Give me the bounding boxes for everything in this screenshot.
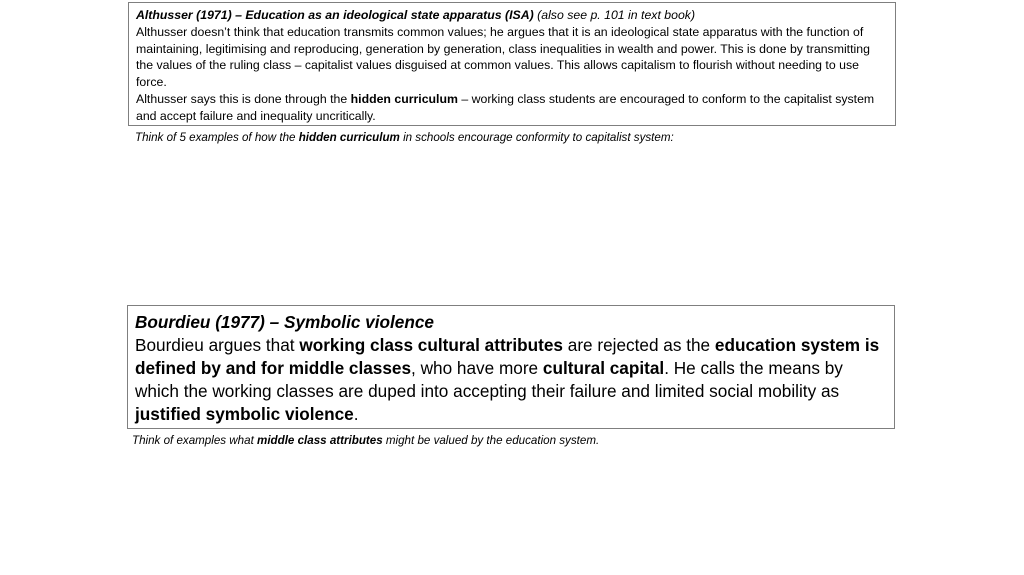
middle-class-attributes-prompt bbox=[132, 434, 599, 447]
bourdieu-text-2: are rejected as the bbox=[562, 335, 715, 355]
bourdieu-bold-1: working class cultural attributes bbox=[299, 335, 563, 355]
bourdieu-bold-3: cultural capital bbox=[542, 358, 665, 378]
bourdieu-bold-4: justified symbolic violence bbox=[135, 404, 354, 424]
althusser-heading bbox=[136, 7, 889, 24]
prompt1-start: Think of 5 examples of how the bbox=[135, 131, 299, 144]
althusser-title-note: (also see p. 101 in text book) bbox=[533, 8, 696, 22]
prompt1-end: in schools encourage conformity to capitalist system: bbox=[399, 131, 674, 144]
bourdieu-text-5: . bbox=[353, 404, 359, 424]
hidden-curriculum-term: hidden curriculum bbox=[350, 91, 458, 106]
bourdieu-text-4: . He calls the means by which the working classes are duped into accepting their failure and limited social mobility as bbox=[135, 358, 843, 401]
althusser-paragraph-2 bbox=[136, 91, 889, 125]
althusser-para2-end: – working class students are encouraged to conform to the capitalist system and accept failure and inequality uncritically. bbox=[136, 91, 875, 123]
prompt1-bold: hidden curriculum bbox=[298, 131, 400, 144]
bourdieu-title: Bourdieu (1977) – Symbolic violence bbox=[135, 312, 434, 332]
althusser-paragraph-1: Althusser doesn’t think that education transmits common values; he argues that it is an ideological state apparatus with the function of maintaining, legitimising and reproducing, generation by generation, class inequalities in wealth and power. This is done by transmitting the values of the ruling class – capitalist values disguised at common values. This allows capitalism to flourish without needing to use force. bbox=[136, 24, 870, 90]
bourdieu-text-box bbox=[127, 305, 895, 429]
bourdieu-bold-2: education system is defined by and for middle classes bbox=[135, 335, 880, 378]
prompt2-bold: middle class attributes bbox=[257, 434, 383, 447]
althusser-text-box bbox=[128, 2, 896, 126]
bourdieu-text-1: Bourdieu argues that bbox=[135, 335, 300, 355]
bourdieu-paragraph bbox=[135, 334, 888, 426]
althusser-para2-start: Althusser says this is done through the bbox=[136, 91, 351, 106]
prompt2-start: Think of examples what bbox=[132, 434, 258, 447]
althusser-title: Althusser (1971) – Education as an ideological state apparatus (ISA) bbox=[136, 8, 534, 22]
prompt2-end: might be valued by the education system. bbox=[382, 434, 600, 447]
bourdieu-text-3: , who have more bbox=[411, 358, 543, 378]
hidden-curriculum-prompt bbox=[135, 131, 674, 144]
